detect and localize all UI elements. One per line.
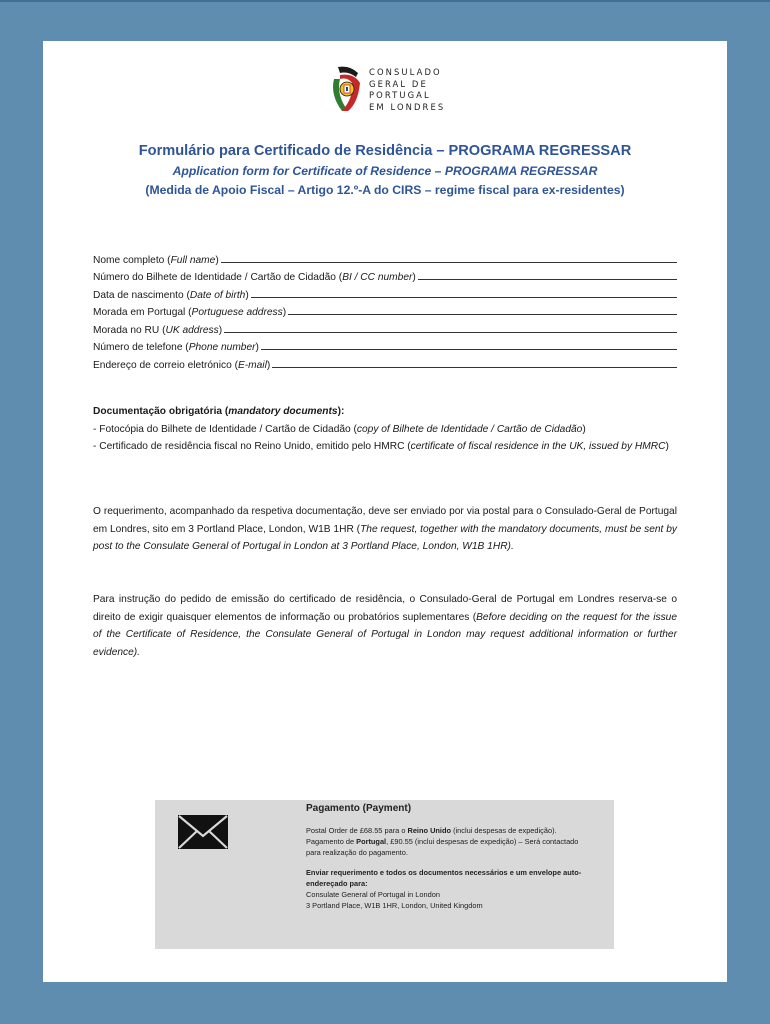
label-text: Endereço de correio eletrónico ( <box>93 359 238 371</box>
fill-line[interactable] <box>418 278 677 280</box>
field-label <box>93 307 286 318</box>
label-hint: BI / CC number <box>342 272 413 283</box>
label-close: ) <box>412 272 416 283</box>
portugal-emblem-icon <box>328 65 362 115</box>
field-label <box>93 272 416 283</box>
field-phone-number[interactable] <box>93 336 677 354</box>
payment-title: Pagamento (Payment) <box>306 803 412 814</box>
logo-line: CONSULADO <box>369 67 442 77</box>
form-title-measure: (Medida de Apoio Fiscal – Artigo 12.º-A do CIRS – regime fiscal para ex-residentes) <box>145 183 625 197</box>
label-text: Nome completo ( <box>93 254 171 266</box>
payment-bold: Portugal <box>356 837 387 847</box>
item-text: - Certificado de residência fiscal no Reino Unido, emitido pelo HMRC ( <box>93 441 411 452</box>
fill-line[interactable] <box>288 313 677 315</box>
submission-paragraph <box>93 503 677 556</box>
label-text: Morada no RU ( <box>93 324 166 336</box>
address-line: Consulate General of Portugal in London <box>306 890 440 900</box>
form-titles <box>43 141 727 199</box>
label-hint: Full name <box>170 254 216 266</box>
field-id-number[interactable] <box>93 266 677 284</box>
additional-info-paragraph <box>93 591 677 661</box>
label-close: ) <box>266 359 271 371</box>
fill-line[interactable] <box>224 331 677 333</box>
label-text: Número do Bilhete de Identidade / Cartão de Cidadão ( <box>93 272 343 283</box>
docs-heading-pt: Documentação obrigatória ( <box>93 406 229 417</box>
label-hint: UK address <box>165 324 219 336</box>
field-date-of-birth[interactable] <box>93 283 677 301</box>
label-hint: Date of birth <box>189 289 246 301</box>
docs-heading-en: mandatory documents <box>228 406 338 417</box>
payment-text: Postal Order de £68.55 para o <box>306 826 408 835</box>
logo-wordmark <box>369 67 469 113</box>
applicant-fields <box>93 248 677 371</box>
address-line: 3 Portland Place, W1B 1HR, London, United Kingdom <box>306 901 483 911</box>
payment-text: (inclui despesas de expedição). <box>451 826 557 835</box>
send-heading <box>306 867 591 889</box>
label-text: Número de telefone ( <box>93 342 189 353</box>
label-close: ) <box>215 254 219 266</box>
form-title: Formulário para Certificado de Residência – PROGRAMA REGRESSAR <box>138 143 632 159</box>
payment-text: Pagamento de <box>306 837 357 847</box>
field-label <box>93 360 270 371</box>
payment-portugal <box>306 836 591 858</box>
docs-heading-close: ): <box>337 406 345 417</box>
logo-line: PORTUGAL <box>369 90 431 101</box>
item-close: ) <box>665 441 669 452</box>
paragraph-english: The request, together with the mandatory documents, must be sent by post to the Consulate General of Portugal in London at 3 Portland Place, London, W1B 1HR). <box>93 523 677 552</box>
item-english: copy of Bilhete de Identidade / Cartão de Cidadão <box>356 423 583 435</box>
label-text: Data de nascimento ( <box>93 289 190 301</box>
label-hint: Portuguese address <box>191 307 283 318</box>
field-label <box>93 342 259 353</box>
payment-bold: Reino Unido <box>407 826 452 835</box>
paragraph-text: O requerimento, acompanhado da respetiva documentação, deve ser enviado por via postal para o Consulado-Geral de Portugal em Londres, sito em 3 Portland Place, London, W1B 1HR ( <box>93 506 677 535</box>
paragraph-english: Before deciding on the request for the issue of the Certificate of Residence, the Consulate General of Portugal in London may request additional information or further evidence). <box>93 611 677 658</box>
paragraph-text: Para instrução do pedido de emissão do certificado de residência, o Consulado-Geral de Portugal em Londres reserva-se o direito de exigir quaisquer elementos de informação ou probatórios suplementares ( <box>93 594 677 623</box>
fill-line[interactable] <box>272 366 677 368</box>
docs-heading <box>93 403 677 421</box>
logo-line: GERAL DE <box>369 78 428 89</box>
payment-box <box>155 800 614 949</box>
field-portuguese-address[interactable] <box>93 301 677 319</box>
label-close: ) <box>245 289 249 301</box>
mandatory-documents <box>93 403 677 456</box>
document-page <box>43 41 727 982</box>
item-text: - Fotocópia do Bilhete de Identidade / Cartão de Cidadão ( <box>93 423 357 435</box>
fill-line[interactable] <box>261 348 677 350</box>
label-text: Morada em Portugal ( <box>93 307 192 318</box>
send-heading-text: Enviar requerimento e todos os documentos necessários e um envelope auto-endereçado para: <box>306 867 582 888</box>
form-title-english: Application form for Certificate of Residence – PROGRAMA REGRESSAR <box>172 164 598 178</box>
field-label <box>93 290 249 301</box>
label-hint: E-mail <box>237 359 267 371</box>
payment-uk <box>306 825 591 836</box>
field-email[interactable] <box>93 353 677 371</box>
field-label <box>93 255 219 266</box>
item-close: ) <box>582 423 586 435</box>
field-uk-address[interactable] <box>93 318 677 336</box>
label-close: ) <box>255 342 259 353</box>
fill-line[interactable] <box>221 261 677 263</box>
docs-item-fiscal-certificate <box>93 438 677 456</box>
consulate-logo <box>328 65 468 119</box>
logo-line: EM LONDRES <box>369 101 446 112</box>
docs-item-id-copy <box>93 421 677 439</box>
payment-details <box>306 802 591 911</box>
field-full-name[interactable] <box>93 248 677 266</box>
label-close: ) <box>218 324 223 336</box>
field-label <box>93 325 222 336</box>
envelope-icon <box>177 814 229 850</box>
item-english: certificate of fiscal residence in the UK, issued by HMRC <box>410 441 666 452</box>
payment-text: , £90.55 (inclui despesas de expedição) – Será contactado para realização do pagamento. <box>306 837 579 858</box>
fill-line[interactable] <box>251 296 677 298</box>
label-close: ) <box>282 307 287 318</box>
top-edge <box>0 0 770 2</box>
label-hint: Phone number <box>188 342 256 353</box>
